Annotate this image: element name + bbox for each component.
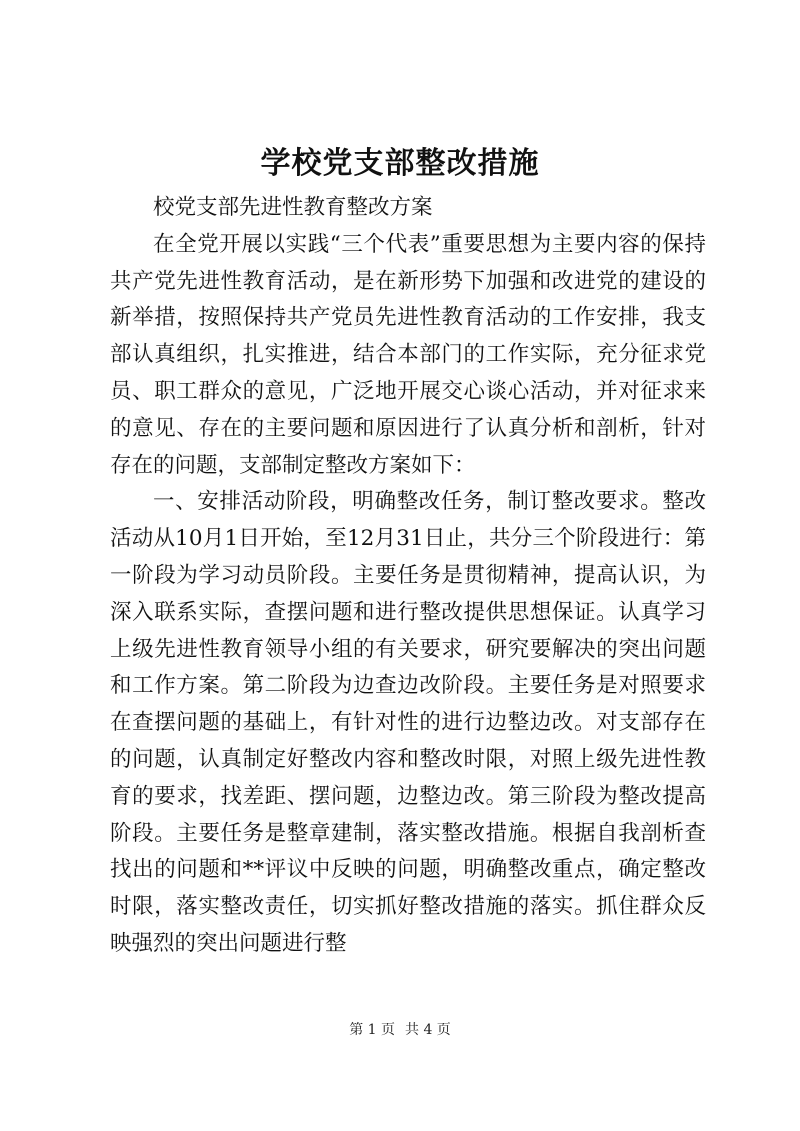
intro-paragraph: 在全党开展以实践“三个代表”重要思想为主要内容的保持共产党先进性教育活动，是在新形势下加强和改进党的建设的新举措，按照保持共产党员先进性教育活动的工作安排，我支部认真组织，扎实推进，结合本部门的工作实际，充分征求党员、职工群众的意见，广泛地开展交心谈心活动，并对征求来的意见、存在的主要问题和原因进行了认真分析和剖析，针对存在的问题，支部制定整改方案如下： [110, 231, 706, 478]
page-number: 第 1 页 [349, 1022, 395, 1038]
document-subtitle: 校党支部先进性教育整改方案 [153, 195, 433, 220]
document-title: 学校党支部整改措施 [260, 146, 540, 181]
page-footer [0, 1020, 800, 1040]
document-body [110, 190, 706, 963]
section-one-paragraph: 一、安排活动阶段，明确整改任务，制订整改要求。整改活动从10月1日开始，至12月31日止，共分三个阶段进行：第一阶段为学习动员阶段。主要任务是贯彻精神，提高认识，为深入联系实际，查摆问题和进行整改提供思想保证。认真学习上级先进性教育领导小组的有关要求，研究要解决的突出问题和工作方案。第二阶段为边查边改阶段。主要任务是对照要求在查摆问题的基础上，有针对性的进行边整边改。对支部存在的问题，认真制定好整改内容和整改时限，对照上级先进性教育的要求，找差距、摆问题，边整边改。第三阶段为整改提高阶段。主要任务是整章建制，落实整改措施。根据自我剖析查找出的问题和**评议中反映的问题，明确整改重点，确定整改时限，落实整改责任，切实抓好整改措施的落实。抓住群众反映强烈的突出问题进行整 [110, 489, 706, 956]
page-total: 共 4 页 [405, 1022, 451, 1038]
